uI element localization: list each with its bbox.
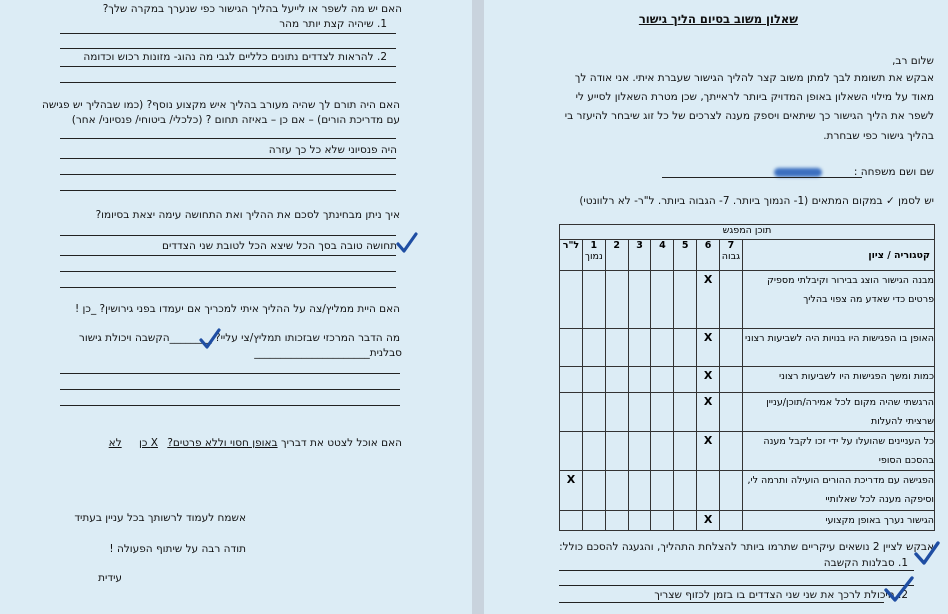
signature: עידית	[98, 572, 122, 584]
score-cell[interactable]	[719, 471, 742, 511]
answer-line	[559, 570, 914, 571]
intro-paragraph: מאוד על מילוי השאלון באופן המדויק ביותר לראייתך, שכן מטרת השאלון לסייע לי	[575, 91, 934, 103]
question-summary: איך ניתן מבחינתך לסכם את ההליך ואת התחושה עימה יצאת בסיומו?	[95, 209, 400, 221]
score-cell[interactable]	[674, 271, 697, 329]
question-quote: האם אוכל לצטט את דבריך באופן חסוי וללא פרטים? X כן לא	[108, 437, 402, 449]
score-cell[interactable]	[628, 271, 651, 329]
score-cell[interactable]	[674, 393, 697, 432]
question-recommend: האם היית ממליץ/צה על ההליך איתי למכריך אם יעמדו בפני גירושין? _כן !	[75, 303, 400, 315]
answer-line	[60, 190, 396, 191]
score-cell[interactable]	[719, 432, 742, 471]
score-header-4: 4	[651, 240, 674, 271]
score-cell[interactable]	[697, 471, 720, 511]
criteria-cell: הפגישה עם מדריכת ההורים הועילה ותרמה לי, וסיפקה מענה לכל שאלותיי	[742, 471, 934, 511]
answer-line	[60, 389, 400, 390]
form-title: שאלון משוב בסיום הליך גישור	[638, 12, 798, 26]
score-header-7: 7 גבוה	[719, 240, 742, 271]
criteria-cell: הרגשתי שהיה מקום לכל אמירה/תוכן/עניין שרציתי להעלות	[742, 393, 934, 432]
answer-line	[559, 602, 884, 603]
name-field-label: שם ושם משפחה :	[853, 166, 934, 178]
score-cell[interactable]	[651, 432, 674, 471]
checkmark-icon	[914, 540, 940, 566]
answer-main-reason-cont: סבלנית______________________	[254, 347, 402, 359]
score-cell[interactable]	[651, 271, 674, 329]
score-cell[interactable]	[719, 367, 742, 393]
question-professional-cont: עם מדריכת הורים) – אם כן – באיזה תחום ? (כלכלי/ ביטוחי/ פנסיוני/ אחר)	[71, 114, 400, 126]
greeting: שלום רב,	[892, 55, 934, 67]
answer-line	[60, 235, 396, 236]
criteria-cell: מבנה הגישור הוצג בבירור וקיבלתי מספיק פרטים כדי שאדע מה צפוי בהליך	[742, 271, 934, 329]
score-cell[interactable]	[628, 511, 651, 531]
score-cell[interactable]	[674, 367, 697, 393]
table-row	[560, 432, 935, 471]
answer-line	[60, 271, 396, 272]
right-page	[484, 0, 948, 614]
score-cell[interactable]	[674, 511, 697, 531]
answer-4: תחושה טובה בסך הכל שיצא הכל לטובת שני הצדדים	[161, 240, 397, 252]
checkmark-icon	[396, 232, 418, 254]
score-header-3: 3	[628, 240, 651, 271]
score-cell[interactable]	[628, 367, 651, 393]
intro-paragraph: לשפר את הליך הגישור כך שיתאים ויספק מענה לצרכים של כל זוג שיבחר להיעזר בי	[564, 110, 934, 122]
score-header-na: ל"ר	[560, 240, 583, 271]
score-cell[interactable]: X	[697, 271, 720, 329]
score-cell[interactable]	[582, 432, 605, 471]
criteria-cell: כל העניינים שהועלו על ידי זכו לקבל מענה בהסכם הסופי	[742, 432, 934, 471]
score-cell[interactable]	[582, 329, 605, 367]
score-cell[interactable]	[560, 329, 583, 367]
score-cell[interactable]	[674, 471, 697, 511]
intro-paragraph: בהליך גישור כפי שבחרת.	[823, 130, 934, 142]
contribution-1: 1. סבלנות הקשבה	[823, 557, 908, 569]
name-field-line	[662, 177, 862, 178]
table-row	[560, 393, 935, 432]
score-cell[interactable]	[628, 393, 651, 432]
score-cell[interactable]	[719, 271, 742, 329]
feedback-table	[559, 224, 935, 531]
score-cell[interactable]	[582, 511, 605, 531]
score-cell[interactable]	[560, 432, 583, 471]
closing-line: אשמח לעמוד לרשותך בכל עניין בעתיד	[74, 512, 246, 524]
score-cell[interactable]: X	[560, 471, 583, 511]
score-cell[interactable]	[719, 511, 742, 531]
score-cell[interactable]: X	[697, 432, 720, 471]
redacted-name	[774, 168, 822, 177]
score-header-6: 6	[697, 240, 720, 271]
score-cell[interactable]	[560, 393, 583, 432]
contribution-2: 2. היכולת לרכך את שני שני הצדדים בו בזמן לכזוף שצריך	[654, 589, 908, 601]
score-cell[interactable]	[651, 471, 674, 511]
score-cell[interactable]	[582, 367, 605, 393]
score-cell[interactable]	[582, 271, 605, 329]
score-cell[interactable]	[605, 471, 628, 511]
score-cell[interactable]	[719, 393, 742, 432]
score-cell[interactable]: X	[697, 511, 720, 531]
score-cell[interactable]	[628, 432, 651, 471]
question-main-reason: מה הדבר המרכזי שבזכותו תמליץ/צי עליי? ________הקשבה ויכולת גישור	[78, 332, 400, 344]
checkmark-icon	[199, 328, 221, 350]
checkmark-icon	[884, 575, 914, 603]
answer-line	[60, 48, 396, 49]
score-header-5: 5	[674, 240, 697, 271]
left-page	[0, 0, 472, 614]
answer-line	[60, 33, 396, 34]
score-cell[interactable]	[651, 367, 674, 393]
score-cell[interactable]	[651, 329, 674, 367]
score-cell[interactable]	[605, 367, 628, 393]
criteria-cell: כמות ומשך הפגישות היו לשביעות רצוני	[742, 367, 934, 393]
answer-line	[60, 174, 396, 175]
contributions-question: אבקש לציין 2 נושאים עיקריים שתרמו ביותר להצלחת התהליך, והגעגה להסכם כולל:	[559, 541, 934, 553]
answer-2: 2. להראות לצדדים נתונים כלליים לגבי מה נהוג- מזונות רכוש וכדומה	[83, 51, 387, 63]
score-cell[interactable]	[605, 329, 628, 367]
score-cell[interactable]	[605, 271, 628, 329]
answer-line	[559, 585, 914, 586]
score-cell[interactable]: X	[697, 329, 720, 367]
score-cell[interactable]	[628, 329, 651, 367]
answer-3: היה פנסיוני שלא כל כך עזרה	[268, 144, 397, 156]
answer-line	[60, 255, 396, 256]
answer-line	[60, 158, 396, 159]
score-cell[interactable]	[719, 329, 742, 367]
answer-line	[60, 405, 400, 406]
score-header-1: 1 נמוך	[582, 240, 605, 271]
score-header-2: 2	[605, 240, 628, 271]
table-row	[560, 511, 935, 531]
score-cell[interactable]	[651, 393, 674, 432]
question-professional: האם היה תורם לך שהיה מעורב בהליך איש מקצוע נוסף? (כמו שבהליך יש פגישה	[41, 99, 400, 111]
table-row	[560, 271, 935, 329]
intro-paragraph: אבקש את תשומת לבך למתן משוב קצר להליך הגישור שעברת איתי. אני אודה לך	[574, 72, 934, 84]
instructions: יש לסמן ✓ במקום המתאים (1- הנמוך ביותר. 7- הגבוה ביותר. ל"ר- לא רלוונטי)	[579, 195, 934, 207]
score-cell[interactable]	[674, 329, 697, 367]
score-cell[interactable]: X	[697, 393, 720, 432]
table-title: תוכן המפגש	[560, 225, 935, 240]
score-cell[interactable]	[582, 471, 605, 511]
score-cell[interactable]	[605, 511, 628, 531]
score-cell[interactable]	[560, 511, 583, 531]
criteria-cell: האופן בו הפגישות היו בנויות היה לשביעות רצוני	[742, 329, 934, 367]
answer-line	[60, 138, 396, 139]
answer-line	[60, 373, 400, 374]
question-improve: האם יש מה לשפר או לייעל בהליך הגישור כפי שנערך במקרה שלך?	[102, 3, 402, 15]
table-row	[560, 471, 935, 511]
table-row	[560, 367, 935, 393]
answer-line	[60, 82, 396, 83]
score-cell[interactable]	[560, 271, 583, 329]
criteria-cell: הגישור נערך באופן מקצועי	[742, 511, 934, 531]
answer-line	[60, 66, 396, 67]
score-cell[interactable]	[651, 511, 674, 531]
score-cell[interactable]: X	[697, 367, 720, 393]
score-cell[interactable]	[605, 432, 628, 471]
table-row	[560, 329, 935, 367]
thanks-line: תודה רבה על שיתוף הפעולה !	[109, 543, 246, 555]
score-cell[interactable]	[628, 471, 651, 511]
answer-1: 1. שיהיה קצת יותר מהר	[279, 18, 387, 30]
score-cell[interactable]	[560, 367, 583, 393]
score-cell[interactable]	[605, 393, 628, 432]
criteria-header: קטגוריה / ציון	[742, 240, 934, 271]
score-cell[interactable]	[582, 393, 605, 432]
score-cell[interactable]	[674, 432, 697, 471]
answer-line	[60, 287, 396, 288]
